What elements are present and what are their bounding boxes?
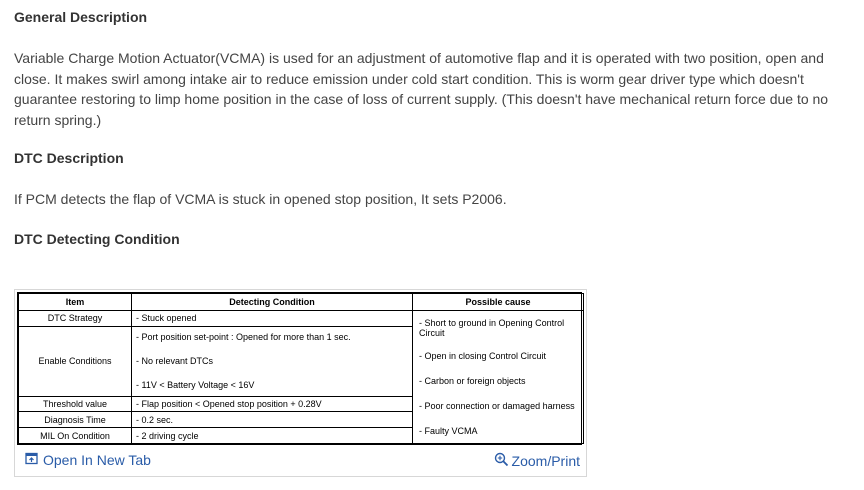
open-new-tab-icon: [25, 452, 38, 468]
open-in-new-tab-link[interactable]: [25, 452, 151, 468]
dtc-detecting-condition-heading: DTC Detecting Condition: [14, 231, 180, 247]
zoom-print-link[interactable]: [494, 452, 580, 470]
dtc-description-heading: DTC Description: [14, 150, 124, 166]
zoom-print-label[interactable]: Zoom/Print: [511, 453, 580, 469]
dtc-description-text: If PCM detects the flap of VCMA is stuck in opened stop position, It sets P2006.: [14, 191, 507, 207]
condition-table: [18, 293, 584, 444]
condition-table-figure: [14, 289, 587, 477]
header-detecting-condition: Detecting Condition: [132, 294, 413, 311]
zoom-icon: [494, 452, 509, 470]
general-description-heading: General Description: [14, 9, 148, 25]
figure-toolbar: [25, 450, 580, 472]
cell-condition: [132, 326, 413, 396]
condition-line: - No relevant DTCs: [136, 356, 214, 367]
cell-item: Enable Conditions: [19, 326, 132, 396]
open-in-new-tab-label[interactable]: Open In New Tab: [43, 452, 151, 468]
cell-item: DTC Strategy: [19, 310, 132, 326]
cause-item: - Faulty VCMA: [419, 425, 478, 436]
cell-condition: - 2 driving cycle: [132, 428, 413, 444]
cell-condition: - 0.2 sec.: [132, 412, 413, 428]
condition-table-frame: [17, 292, 582, 445]
cause-item: - Open in closing Control Circuit: [419, 350, 547, 361]
cell-condition: - Flap position < Opened stop position + 0.28V: [132, 396, 413, 412]
header-item: Item: [19, 294, 132, 311]
cause-item: - Carbon or foreign objects: [419, 375, 526, 386]
cell-item: Diagnosis Time: [19, 412, 132, 428]
cause-item: - Poor connection or damaged harness: [419, 400, 575, 411]
cause-item: - Short to ground in Opening Control Circuit: [419, 317, 565, 338]
condition-line: - 11V < Battery Voltage < 16V: [136, 380, 255, 391]
cell-possible-causes: [413, 310, 584, 443]
header-possible-cause: Possible cause: [413, 294, 584, 311]
table-header-row: [19, 294, 584, 311]
cell-condition: - Stuck opened: [132, 310, 413, 326]
condition-line: - Port position set-point : Opened for more than 1 sec.: [136, 332, 351, 343]
table-row: [19, 310, 584, 326]
cell-item: Threshold value: [19, 396, 132, 412]
cell-item: MIL On Condition: [19, 428, 132, 444]
general-description-text: Variable Charge Motion Actuator(VCMA) is used for an adjustment of automotive flap and it is operated with two position, open and close. It makes swirl among intake air to reduce emission under cold start condition. This is worm gear driver type which doesn't guarantee restoring to limp home position in the case of loss of current supply. (This doesn't have mechanical return force due to no return spring.): [14, 50, 829, 128]
